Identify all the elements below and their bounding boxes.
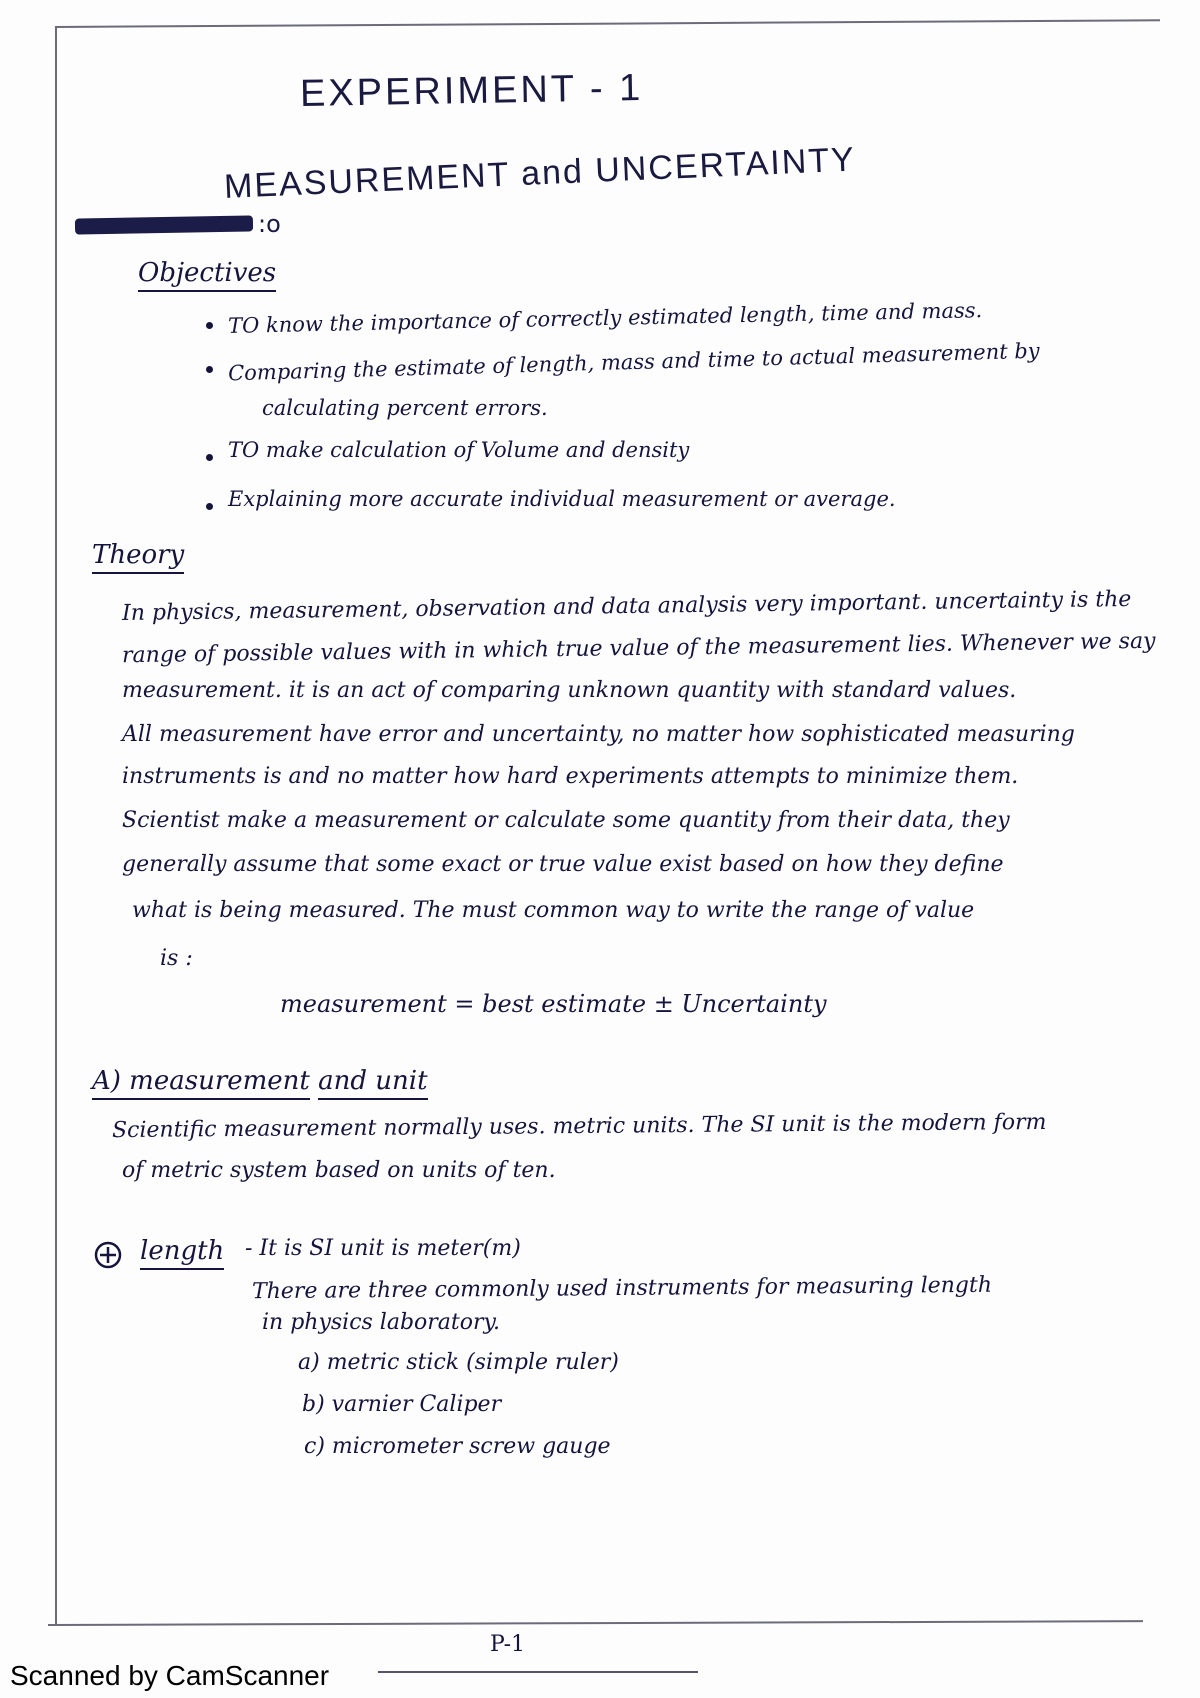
theory-line: what is being measured. The must common way to write the range of value bbox=[132, 898, 975, 923]
theory-line: range of possible values with in which true value of the measurement lies. Whenever we say bbox=[121, 628, 1156, 669]
theory-line: All measurement have error and uncertainty, no matter how sophisticated measuring bbox=[122, 722, 1075, 747]
section-a-line: Scientific measurement normally uses. metric units. The SI unit is the modern form bbox=[111, 1109, 1047, 1144]
page-border-top bbox=[55, 19, 1160, 28]
objectives-heading: Objectives bbox=[138, 258, 276, 288]
length-line: There are three commonly used instruments for measuring length bbox=[251, 1272, 993, 1305]
objective-item: TO make calculation of Volume and density bbox=[228, 438, 690, 462]
uncertainty-formula: measurement = best estimate ± Uncertainty bbox=[280, 990, 827, 1018]
length-heading: length bbox=[140, 1236, 224, 1266]
objective-item: Comparing the estimate of length, mass and time to actual measurement by bbox=[227, 338, 1040, 386]
circled-plus-icon bbox=[93, 1240, 123, 1270]
section-a-line: of metric system based on units of ten. bbox=[122, 1158, 556, 1183]
page-subtitle: MEASUREMENT and UNCERTAINTY bbox=[223, 140, 857, 207]
length-intro: - It is SI unit is meter(m) bbox=[245, 1236, 521, 1261]
theory-line: is : bbox=[160, 946, 193, 971]
page-border-left bbox=[55, 26, 57, 1624]
page-number: P-1 bbox=[490, 1632, 526, 1657]
scribbled-out-word bbox=[75, 215, 253, 234]
bullet-dot bbox=[206, 503, 213, 510]
footer-rule bbox=[378, 1671, 698, 1673]
bullet-dot bbox=[206, 366, 213, 373]
objective-item: TO know the importance of correctly estimated length, time and mass. bbox=[227, 298, 983, 338]
section-a-heading: A) measurement and unit bbox=[92, 1066, 428, 1096]
instrument-item: a) metric stick (simple ruler) bbox=[298, 1350, 619, 1375]
theory-heading: Theory bbox=[92, 540, 184, 570]
instrument-item: c) micrometer screw gauge bbox=[304, 1434, 611, 1459]
page-border-bottom bbox=[48, 1620, 1143, 1626]
instrument-item: b) varnier Caliper bbox=[302, 1392, 502, 1417]
theory-line: generally assume that some exact or true value exist based on how they define bbox=[122, 852, 1004, 877]
theory-line: measurement. it is an act of comparing unknown quantity with standard values. bbox=[122, 678, 1017, 703]
bullet-dot bbox=[206, 454, 213, 461]
objective-item-continuation: calculating percent errors. bbox=[262, 396, 548, 420]
page-title: EXPERIMENT - 1 bbox=[299, 67, 644, 115]
bullet-dot bbox=[206, 322, 213, 329]
theory-line: In physics, measurement, observation and data analysis very important. uncertainty is the bbox=[121, 586, 1132, 627]
length-line: in physics laboratory. bbox=[262, 1310, 501, 1335]
theory-line: Scientist make a measurement or calculate some quantity from their data, they bbox=[122, 808, 1010, 833]
objective-item: Explaining more accurate individual measurement or average. bbox=[228, 487, 896, 511]
scribble-suffix: :o bbox=[258, 210, 281, 238]
scanner-watermark: Scanned by CamScanner bbox=[10, 1660, 330, 1691]
theory-line: instruments is and no matter how hard experiments attempts to minimize them. bbox=[122, 764, 1019, 789]
